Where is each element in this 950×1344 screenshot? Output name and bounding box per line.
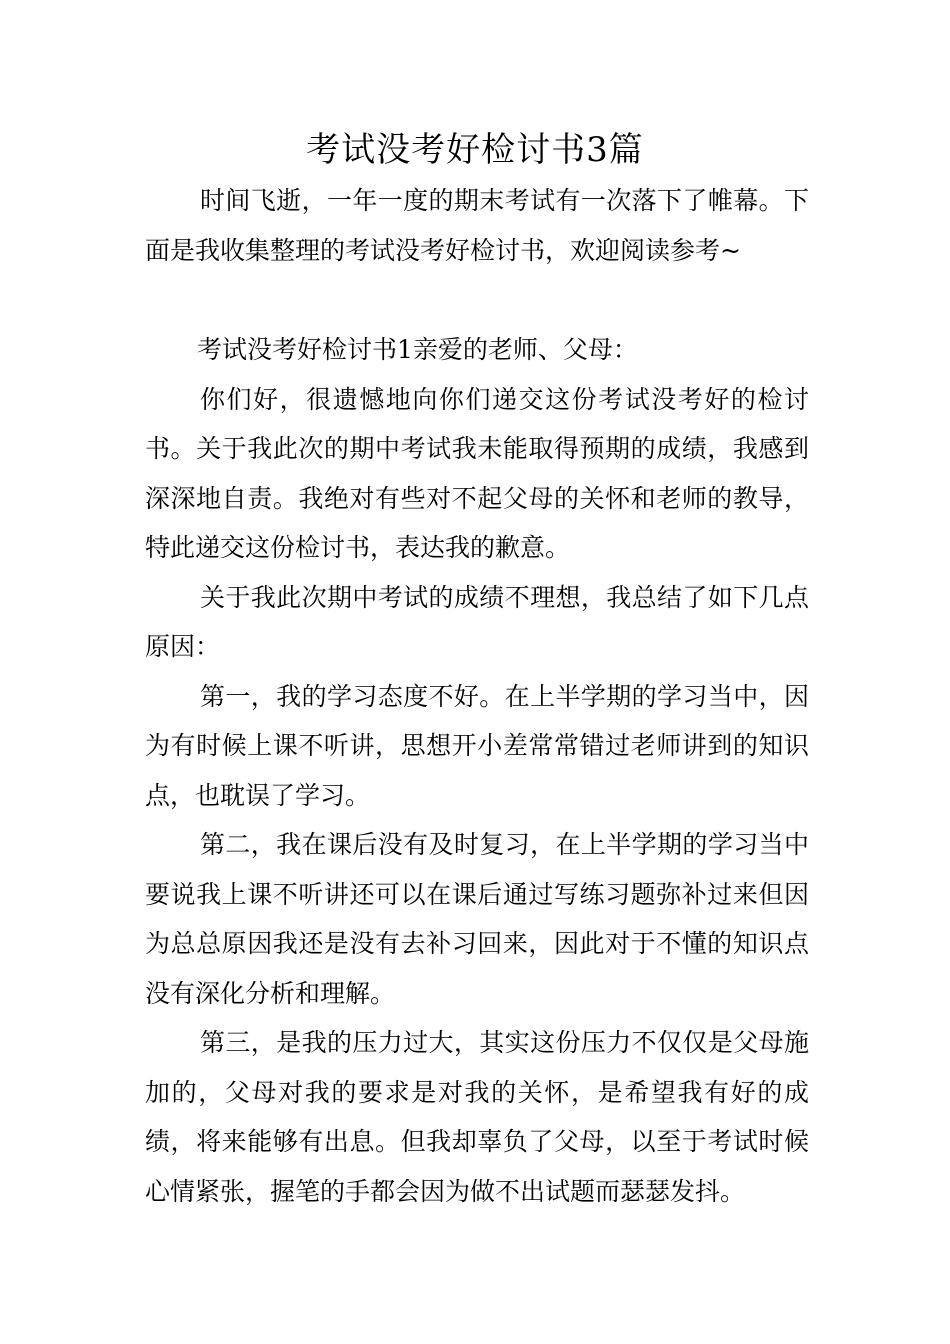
- body-paragraph: 第三，是我的压力过大，其实这份压力不仅仅是父母施加的，父母对我的要求是对我的关怀，是希望我有好的成绩，将来能够有出息。但我却辜负了父母，以至于考试时候心情紧张，握笔的手都会因为做不出试题而瑟瑟发抖。: [145, 1028, 809, 1206]
- body-paragraph: 关于我此次期中考试的成绩不理想，我总结了如下几点原因：: [145, 582, 809, 661]
- section-heading-salutation: 考试没考好检讨书1亲爱的老师、父母：: [197, 335, 638, 364]
- body-paragraph: 第一，我的学习态度不好。在上半学期的学习当中，因为有时候上课不听讲，思想开小差常常错过老师讲到的知识点，也耽误了学习。: [145, 681, 809, 810]
- document-title: 考试没考好检讨书3篇: [306, 130, 644, 170]
- document-body: [145, 176, 809, 1216]
- body-paragraph: 第二，我在课后没有及时复习，在上半学期的学习当中要说我上课不听讲还可以在课后通过写练习题弥补过来但因为总总原因我还是没有去补习回来，因此对于不懂的知识点没有深化分析和理解。: [145, 830, 809, 1008]
- body-paragraph: 你们好，很遗憾地向你们递交这份考试没考好的检讨书。关于我此次的期中考试我未能取得预期的成绩，我感到深深地自责。我绝对有些对不起父母的关怀和老师的教导，特此递交这份检讨书，表达我的歉意。: [145, 384, 809, 562]
- intro-paragraph: 时间飞逝，一年一度的期末考试有一次落下了帷幕。下面是我收集整理的考试没考好检讨书，欢迎阅读参考~: [145, 186, 809, 265]
